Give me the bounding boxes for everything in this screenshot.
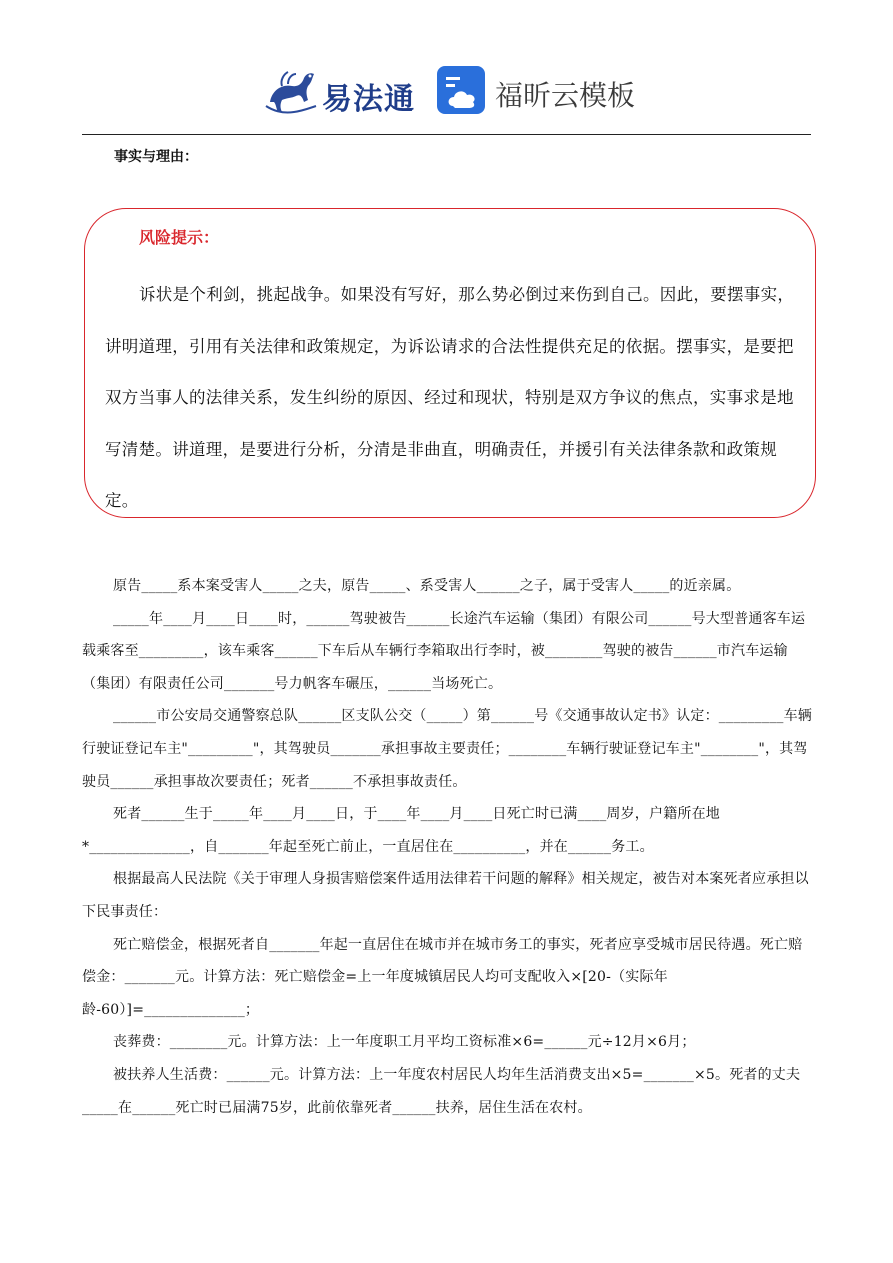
paragraph-legal-basis: 根据最高人民法院《关于审理人身损害赔偿案件适用法律若干问题的解释》相关规定，被告对本案死者应承担以下民事责任：: [82, 871, 809, 920]
paragraph-deceased-info: 死者______生于_____年____月____日，于____年____月____日死亡时已满____周岁，户籍所在地*______________，自_______年起至死亡前止，一直居住在__________，并在______务工。: [82, 806, 720, 855]
foxit-template-logo-text: 福昕云模板: [495, 79, 636, 112]
paragraph-funeral-expenses: 丧葬费：________元。计算方法：上一年度职工月平均工资标准×6=______元÷12月×6月；: [113, 1034, 696, 1051]
paragraph-dependent-living-expenses: 被扶养人生活费：______元。计算方法：上一年度农村居民人均年生活消费支出×5=_______×5。死者的丈夫_____在______死亡时已届满75岁，此前依靠死者______扶养，居住生活在农村。: [82, 1066, 801, 1116]
risk-warning-body: 诉状是个利剑，挑起战争。如果没有写好，那么势必倒过来伤到自己。因此，要摆事实，讲明道理，引用有关法律和政策规定，为诉讼请求的合法性提供充足的依据。摆事实，是要把双方当事人的法律关系，发生纠纷的原因、经过和现状，特别是双方争议的焦点，实事求是地写清楚。讲道理，是要进行分析，分清是非曲直，明确责任，并援引有关法律条款和政策规定。: [105, 285, 795, 510]
header-divider: [82, 134, 811, 135]
foxit-template-logo: [435, 64, 645, 120]
paragraph-accident-finding: ______市公安局交通警察总队______区支队公交（_____）第______号《交通事故认定书》认定：_________车辆行驶证登记车主"_________"，其驾驶员_______承担事故主要责任；________车辆行驶证登记车主"________"，其驾驶员______承担事故次要责任；死者______不承担事故责任。: [82, 708, 812, 790]
paragraph-accident: _____年____月____日____时，______驾驶被告______长途汽车运输（集团）有限公司______号大型普通客车运载乘客至_________，该车乘客______下车后从车辆行李箱取出行李时，被________驾驶的被告______市汽车运输（集团）有限责任公司_______号力帆客车碾压，______当场死亡。: [82, 610, 806, 692]
paragraph-death-compensation: 死亡赔偿金，根据死者自_______年起一直居住在城市并在城市务工的事实，死者应享受城市居民待遇。死亡赔偿金：_______元。计算方法：死亡赔偿金=上一年度城镇居民人均可支配收入×[20-（实际年龄-60）]=______________；: [82, 936, 803, 1018]
yifatong-logo-text: 易法通: [322, 82, 415, 117]
qilin-horse-icon: [262, 62, 320, 118]
document-body: [82, 570, 812, 1124]
risk-warning-title: 风险提示：: [139, 228, 220, 247]
yifatong-logo: [262, 62, 422, 120]
page-header: [0, 58, 893, 122]
risk-warning-box: [84, 208, 816, 518]
paragraph-plaintiffs: 原告_____系本案受害人_____之夫，原告_____、系受害人______之子，属于受害人_____的近亲属。: [113, 578, 741, 594]
cloud-document-icon: [435, 64, 487, 116]
section-heading: 事实与理由：: [114, 149, 198, 165]
